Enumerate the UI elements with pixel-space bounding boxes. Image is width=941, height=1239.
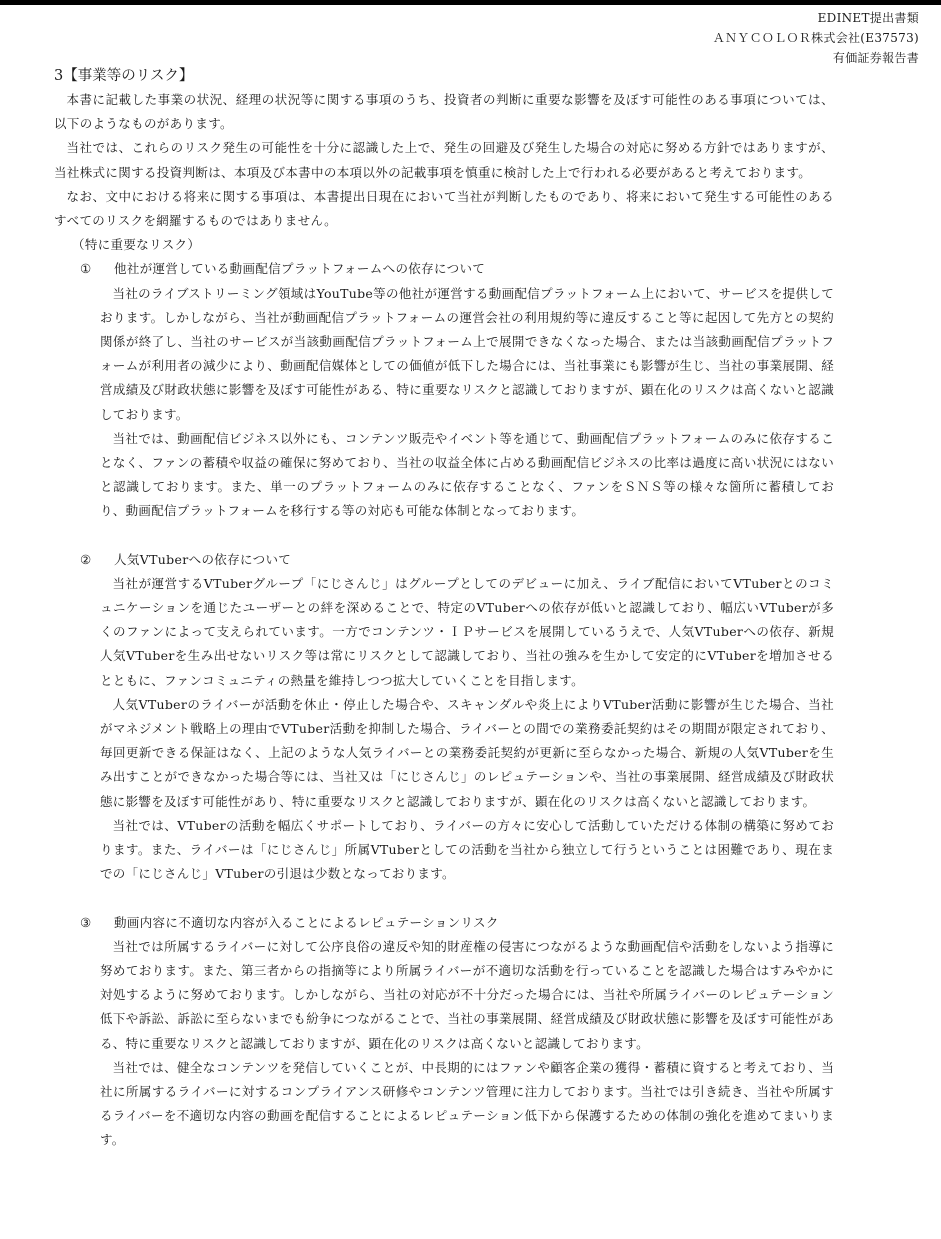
risk-item-title-text: 動画内容に不適切な内容が入ることによるレピュテーションリスク <box>114 914 499 930</box>
risk-item-title <box>80 548 834 572</box>
top-rule <box>0 0 941 5</box>
risk-item-title <box>80 911 834 935</box>
risk-item-title-text: 他社が運営している動画配信プラットフォームへの依存について <box>114 261 486 277</box>
risk-item-number: ① <box>80 261 92 277</box>
risk-item-1 <box>80 257 834 523</box>
risk-item-body <box>100 935 834 1153</box>
risk-item-number: ③ <box>80 914 92 930</box>
intro-paragraph: なお、文中における将来に関する事項は、本書提出日現在において当社が判断したものであり、将来において発生する可能性のあるすべてのリスクを網羅するものではありません。 <box>54 188 834 229</box>
risk-item-3 <box>80 911 834 1153</box>
risk-paragraph: 当社では、動画配信ビジネス以外にも、コンテンツ販売やイベント等を通じて、動画配信プラットフォームのみに依存することなく、ファンの蓄積や収益の確保に努めており、当社の収益全体に占める動画配信ビジネスの比率は過度に高い状況にはないと認識しております。また、単一のプラットフォームのみに依存することなく、ファンをＳＮＳ等の様々な箇所に蓄積しており、動画配信プラットフォームを移行する等の対応も可能な体制となっております。 <box>100 430 834 519</box>
header-report-type: 有価証券報告書 <box>832 51 919 65</box>
risk-paragraph: 当社では、健全なコンテンツを発信していくことが、中長期的にはファンや顧客企業の獲得・蓄積に資すると考えており、当社に所属するライバーに対するコンプライアンス研修やコンテンツ管理に注力しております。当社では引き続き、当社や所属するライバーを不適切な内容の動画を配信することによるレピュテーション低下から保護するための体制の強化を進めてまいります。 <box>100 1059 834 1148</box>
header-filing-type: EDINET提出書類 <box>817 11 919 25</box>
risk-item-title <box>80 257 834 281</box>
risk-paragraph: 当社では、VTuberの活動を幅広くサポートしており、ライバーの方々に安心して活動していただける体制の構築に努めております。また、ライバーは「にじさんじ」所属VTuberとしての活動を当社から独立して行うということは困難であり、現在までの「にじさんじ」VTuberの引退は少数となっております。 <box>100 817 834 882</box>
risk-item-body <box>100 282 834 524</box>
risk-item-body <box>100 572 834 887</box>
special-risk-label: （特に重要なリスク） <box>72 237 201 253</box>
risk-item-number: ② <box>80 551 92 567</box>
risk-paragraph: 当社では所属するライバーに対して公序良俗の違反や知的財産権の侵害につながるような動画配信や活動をしないよう指導に努めております。また、第三者からの指摘等により所属ライバーが不適切な活動を行っていることを認識した場合はすみやかに対処するように努めております。しかしながら、当社の対応が不十分だった場合には、当社や所属ライバーのレピュテーション低下や訴訟、訴訟に至らないまでも紛争につながることで、当社の事業展開、経営成績及び財政状態に影響を及ぼす可能性がある、特に重要なリスクと認識しておりますが、顕在化のリスクは高くないと認識しております。 <box>100 938 834 1051</box>
intro-paragraph: 当社では、これらのリスク発生の可能性を十分に認識した上で、発生の回避及び発生した場合の対応に努める方針ではありますが、当社株式に関する投資判断は、本項及び本書中の本項以外の記載事項を慎重に検討した上で行われる必要があると考えております。 <box>54 140 834 180</box>
spacer <box>54 887 834 911</box>
document-header <box>713 8 919 68</box>
intro-paragraph: 本書に記載した事業の状況、経理の状況等に関する事項のうち、投資者の判断に重要な影響を及ぼす可能性のある事項については、以下のようなものがあります。 <box>54 92 834 132</box>
section-title: 3【事業等のリスク】 <box>54 68 194 84</box>
risk-paragraph: 人気VTuberのライバーが活動を休止・停止した場合や、スキャンダルや炎上によりVTuber活動に影響が生じた場合、当社がマネジメント戦略上の理由でVTuber活動を抑制した場合、ライバーとの間での業務委託契約はその期間が限定されており、毎回更新できる保証はなく、上記のような人気ライバーとの業務委託契約が更新に至らなかった場合、新規の人気VTuberを生み出すことができなかった場合等には、当社又は「にじさんじ」のレピュテーションや、当社の事業展開、経営成績及び財政状態に影響を及ぼす可能性があり、特に重要なリスクと認識しておりますが、顕在化のリスクは高くないと認識しております。 <box>100 696 834 809</box>
risk-paragraph: 当社のライブストリーミング領域はYouTube等の他社が運営する動画配信プラットフォーム上において、サービスを提供しております。しかしながら、当社が動画配信プラットフォームの運営会社の利用規約等に違反すること等に起因して先方との契約関係が終了し、当社のサービスが当該動画配信プラットフォーム上で展開できなくなった場合、または当該動画配信プラットフォームが利用者の減少により、動画配信媒体としての価値が低下した場合には、当社事業にも影響が生じ、当社の事業展開、経営成績及び財政状態に影響を及ぼす可能性がある、特に重要なリスクと認識しておりますが、顕在化のリスクは高くないと認識しております。 <box>100 285 834 422</box>
risk-paragraph: 当社が運営するVTuberグループ「にじさんじ」はグループとしてのデビューに加え、ライブ配信においてVTuberとのコミュニケーションを通じたユーザーとの絆を深めることで、特定のVTuberへの依存が低いと認識しており、幅広いVTuberが多くのファンによって支えられています。一方でコンテンツ・ＩＰサービスを展開しているうえで、人気VTuberへの依存、新規人気VTuberを生み出せないリスク等は常にリスクとして認識しており、当社の強みを生かして安定的にVTuberを増加させるとともに、ファンコミュニティの熱量を維持しつつ拡大していくことを目指します。 <box>100 575 834 688</box>
document-body <box>54 64 834 1153</box>
risk-item-2 <box>80 548 834 887</box>
spacer <box>54 524 834 548</box>
header-company-name: ＡＮＹＣＯＬＯＲ株式会社(E37573) <box>712 31 919 45</box>
risk-item-title-text: 人気VTuberへの依存について <box>114 551 292 567</box>
